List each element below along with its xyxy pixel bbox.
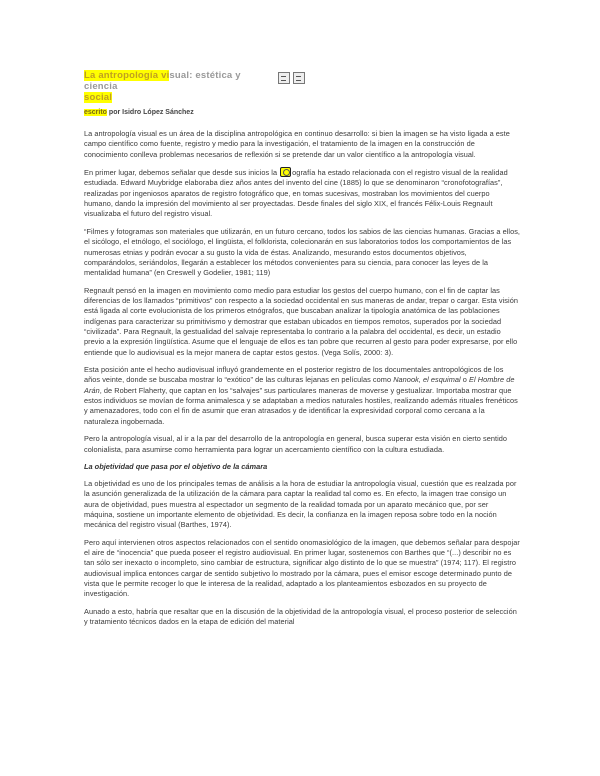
byline-author: por Isidro López Sánchez bbox=[106, 109, 194, 116]
paragraph-5-b: o bbox=[460, 375, 470, 385]
title-highlight: La antropología vi bbox=[84, 70, 170, 81]
byline bbox=[84, 109, 520, 116]
article-title bbox=[84, 70, 274, 103]
section-heading: La objetividad que pasa por el objetivo de la cámara bbox=[84, 462, 268, 472]
paragraph-5-c: , de Robert Flaherty, que captan en los “salvajes” sus particulares maneras de moverse y gestualizar. Importaba mostrar que estos individuos se movían de forma animalesca y se adaptaban a medios naturales hostiles, realizando además rituales frenéticos y amenazadores, todo con el fin de asumir que eran atrasados y de identificar la expresividad corporal como cercana a la naturaleza ingobernada. bbox=[84, 385, 518, 426]
title-row bbox=[84, 70, 520, 103]
email-icon[interactable] bbox=[293, 72, 305, 84]
paragraph-1: La antropología visual es un área de la disciplina antropológica en continuo desarrollo: si bien la imagen se ha visto ligada a este campo científico como fuente, registro y medio para la investigación, el tratamiento de la imagen en la construcción de conocimiento conlleva problemas necesarios de reflexión si se pretende dar un valor científico a la antropología visual. bbox=[84, 129, 510, 159]
paragraph-5 bbox=[84, 365, 520, 427]
paragraph-9: Aunado a esto, habría que resaltar que en la discusión de la objetividad de la antropología visual, el proceso posterior de selección y tratamiento técnicos dados en la etapa de edición del material bbox=[84, 606, 517, 627]
paragraph-4: Regnault pensó en la imagen en movimiento como medio para estudiar los gestos del cuerpo humano, con el fin de captar las diferencias de los llamados “primitivos” con respecto a la sociedad occidental en sus maneras de andar, trepar o cargar. Esta visión está ligada al corte evolucionista de los primeros etnógrafos, que buscaban analizar la tipología anatómica de las poblaciones indígenas para caracterizar su primitivismo y demostrar que estaban ubicados en tiempos remotos, superados por la sociedad “civilizada”. Para Regnault, la gestualidad del salvaje representaba lo contrario a la palabra del occidental, es decir, un estadio previo a la expresión lingüística. Asume que el lenguaje de ellos es tan pobre que recurren al gesto para poder expresarse, por ello entiende que lo audiovisual es la mejor manera de captar estos gestos. (Vega Solís, 2000: 3). bbox=[84, 285, 518, 357]
title-highlight-2: social bbox=[84, 92, 113, 103]
print-icon[interactable] bbox=[278, 72, 290, 84]
paragraph-6: Pero la antropología visual, al ir a la par del desarrollo de la antropología en general, busca superar esta visión en cierto sentido colonialista, para asumirse como herramienta para lograr un acercamiento científico con la cultura estudiada. bbox=[84, 434, 508, 454]
magnifier-cursor-icon bbox=[280, 167, 291, 177]
film-title-aran: El Hombre de Arán bbox=[84, 375, 515, 395]
paragraph-7: La objetividad es uno de los principales temas de análisis a la hora de estudiar la antropología visual, cuestión que es realzada por la asunción generalizada de la utilización de la cámara para captar la realidad tal como es. En efecto, la imagen trae consigo un aura de objetividad, pues muestra al espectador un segmento de la realidad tomada por un aparato mecánico que, por ser máquina, sostiene un importante elemento de objetividad. Es decir, la confianza en la imagen reposa sobre todo en la noción mecánica del registro visual (Barthes, 1974). bbox=[84, 479, 517, 530]
paragraph-8: Pero aquí intervienen otros aspectos relacionados con el sentido onomasiológico de la imagen, que debemos señalar para despojar el aire de “inocencia” que pueda poseer el registro audiovisual. En primer lugar, sostenemos con Barthes que “(...) describir no es tan sólo ser inexacto o incompleto, sino cambiar de estructura, significar algo distinto de lo que se muestra” (1974; 117). El registro audiovisual implica entonces cargar de sentido subjetivo lo mostrado por la cámara, pues el emisor escoge determinado punto de vista que le permite recoger lo que le interesa de la realidad, adaptado a los planteamientos esbozados en su proyecto de investigación. bbox=[84, 537, 520, 599]
paragraph-2-end: ografía ha estado relacionada con el registro visual de la realidad estudiada. Edward Muybridge elaboraba diez años antes del invento del cine (1885) lo que se denominaron “cronofotografías”, realizadas por ingeniosos aparatos de registro fotográfico que, en tomas sucesivas, mostraban los movimientos del cuerpo humano, dando la impresión del movimiento al ser proyectadas. Desde finales del siglo XIX, el francés Félix-Louis Regnault visualizaba el futuro del registro visual. bbox=[84, 168, 508, 219]
film-title-nanook: Nanook, el esquimal bbox=[393, 375, 461, 385]
paragraph-2-start: En primer lugar, debemos señalar que desde sus inicios la bbox=[84, 168, 280, 178]
title-text: sual: estética y ciencia bbox=[84, 70, 241, 92]
paragraph-5-a: Esta posición ante el hecho audiovisual influyó grandemente en el posterior registro de los documentales antropológicos de los años veinte, donde se buscaba mostrar lo “exótico” de las culturas lejanas en películas como bbox=[84, 365, 504, 385]
article bbox=[84, 70, 520, 635]
title-icons bbox=[278, 72, 305, 84]
byline-highlight: escrito bbox=[84, 109, 107, 116]
paragraph-2 bbox=[84, 167, 520, 219]
paragraph-3-quote: “Filmes y fotogramas son materiales que utilizarán, en un futuro cercano, todos los sabios de las ciencias humanas. Gracias a ellos, el sicólogo, el etnólogo, el sociólogo, el lingüista, el folklorista, colecionarán en sus laboratorios todos los comportamientos de las numerosas etnias y podrán evocar a su gusto la vida de éstas. Analizando, mesurando estos documentos objetivos, comparándolos, seriándolos, llegarán a establecer los métodos convenientes para su ciencia, para conocer las leyes de la mentalidad humana” (en Creswell y Godelier, 1981; 119) bbox=[84, 226, 521, 278]
